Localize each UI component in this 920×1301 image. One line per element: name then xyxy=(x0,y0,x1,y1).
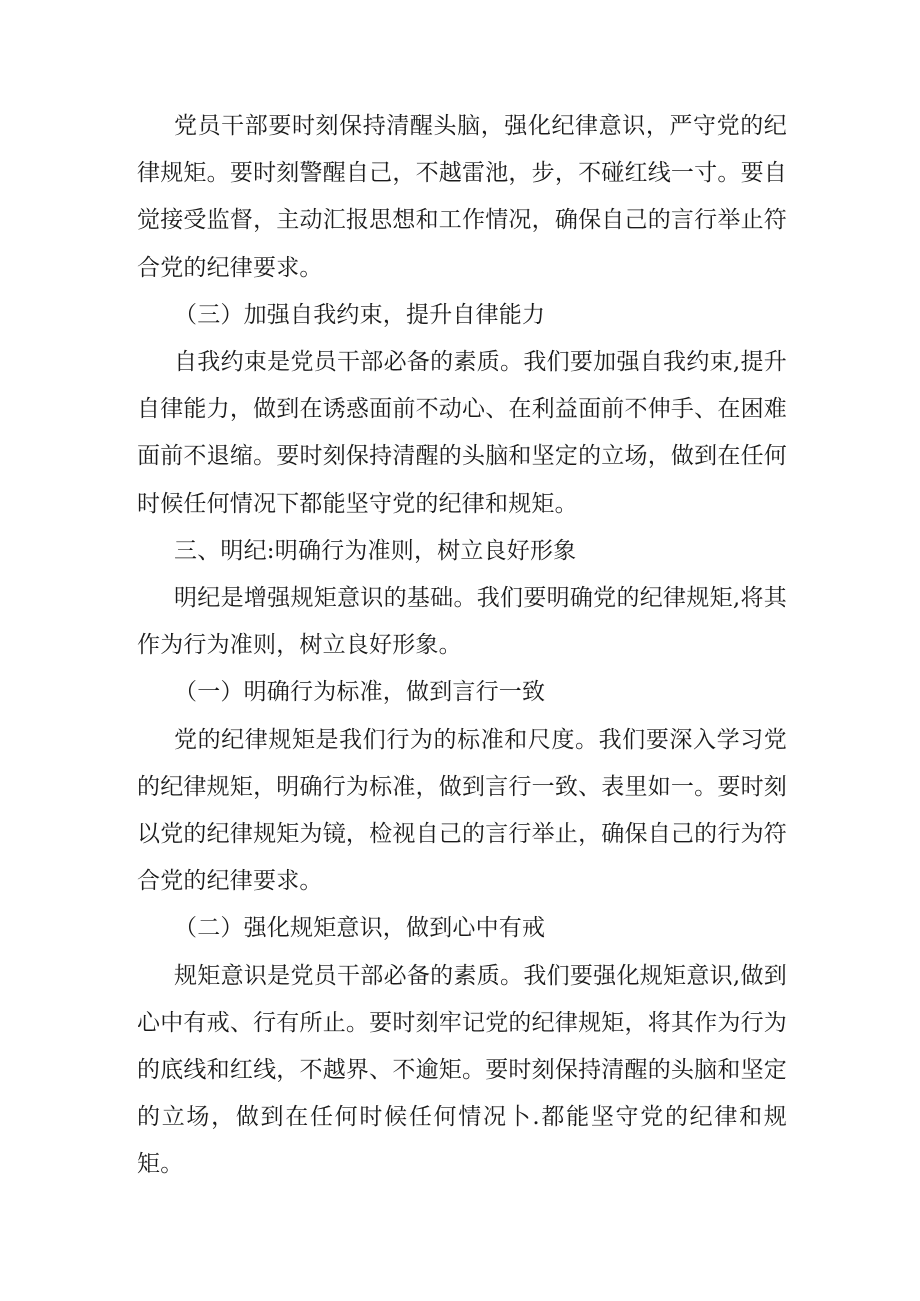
document-page xyxy=(137,103,787,1189)
chapter-heading: 三、明纪:明确行为准则，树立良好形象 xyxy=(174,537,577,564)
body-paragraph: 规矩意识是党员干部必备的素质。我们要强化规矩意识,做到心中有戒、行有所止。要时刻牢记党的纪律规矩，将其作为行为的底线和红线，不越界、不逾矩。要时刻保持清醒的头脑和坚定的立场，做到在任何时候任何情况卜.都能坚守党的纪律和规矩。 xyxy=(137,962,787,1178)
body-paragraph: 自我约束是党员干部必备的素质。我们要加强自我约束,提升自律能力，做到在诱惑面前不动心、在利益面前不伸手、在困难面前不退缩。要时刻保持清醒的头脑和坚定的立场，做到在任何时候任何情况下都能坚守党的纪律和规矩。 xyxy=(137,349,787,517)
body-paragraph: 党员干部要时刻保持清醒头脑，强化纪律意识，严守党的纪律规矩。要时刻警醒自己，不越雷池，步，不碰红线一寸。要自觉接受监督，主动汇报思想和工作情况，确保自己的言行举止符合党的纪律要求。 xyxy=(137,113,787,281)
section-heading: （三）加强自我约束，提升自律能力 xyxy=(174,301,546,328)
section-heading: （二）强化规矩意识，做到心中有戒 xyxy=(174,915,546,942)
body-paragraph: 明纪是增强规矩意识的基础。我们要明确党的纪律规矩,将其作为行为准则，树立良好形象。 xyxy=(137,585,787,659)
section-heading: （一）明确行为标准，做到言行一致 xyxy=(174,679,546,706)
body-paragraph: 党的纪律规矩是我们行为的标准和尺度。我们要深入学习党的纪律规矩，明确行为标准，做到言行一致、表里如一。要时刻以党的纪律规矩为镜，检视自己的言行举止，确保自己的行为符合党的纪律要求。 xyxy=(137,726,787,895)
